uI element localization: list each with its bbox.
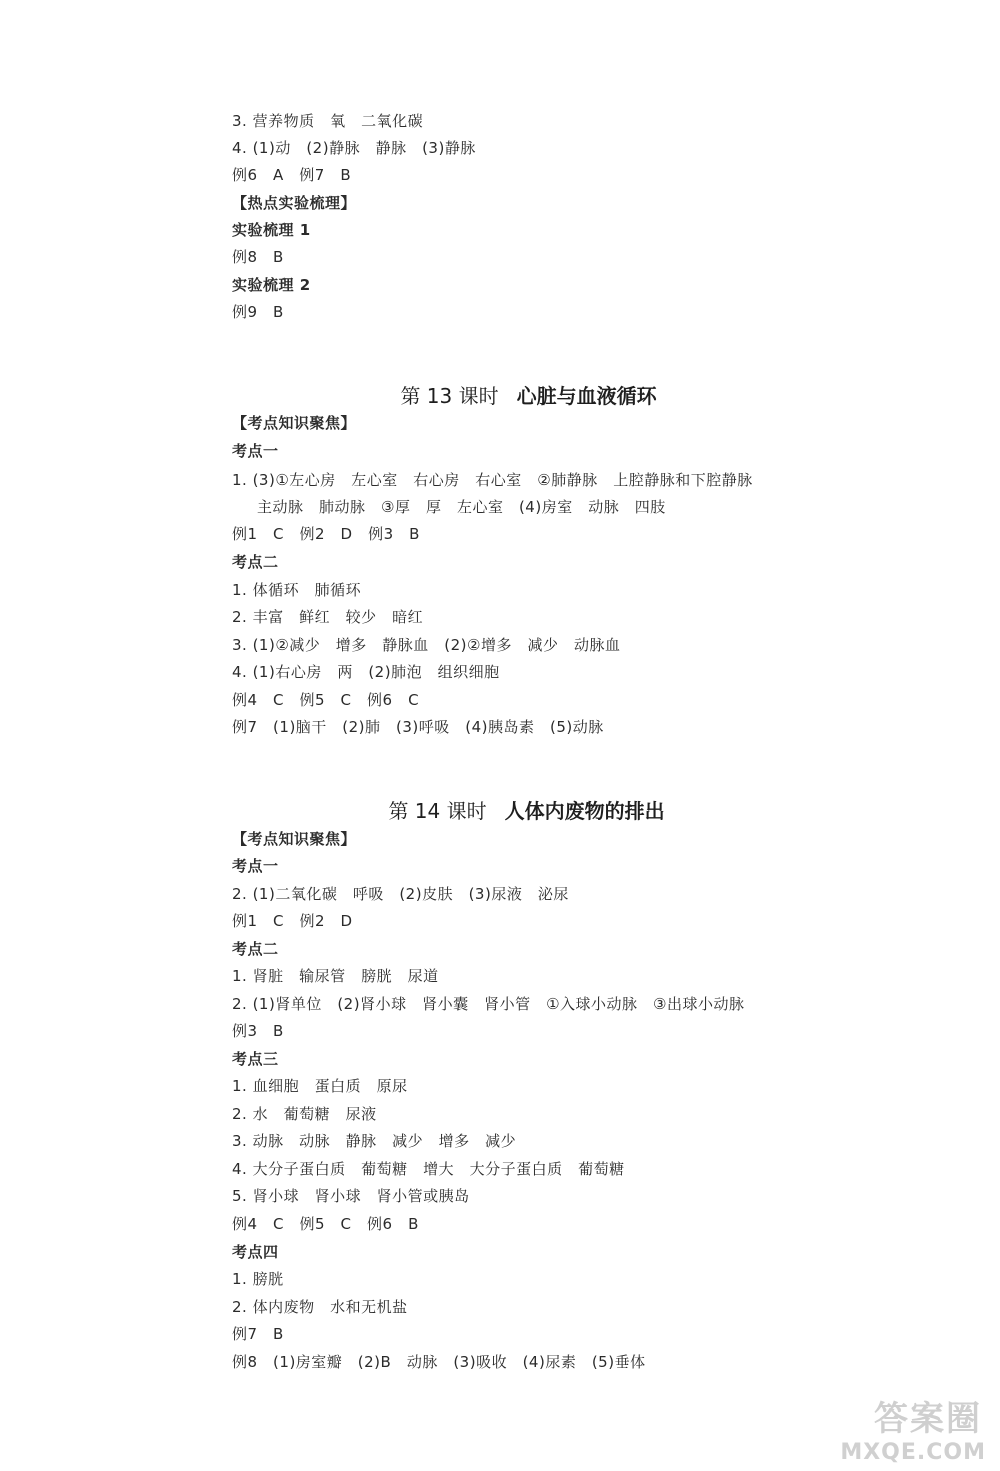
answer-line: 3. (1)②减少 增多 静脉血 (2)②增多 减少 动脉血 (232, 636, 621, 654)
lesson-number: 第 13 课时 (400, 384, 499, 408)
answer-line: 4. (1)动 (2)静脉 静脉 (3)静脉 (232, 139, 476, 157)
topic-label: 考点四 (232, 1243, 279, 1261)
answer-line: 1. 血细胞 蛋白质 原尿 (232, 1077, 408, 1095)
topic-label: 考点三 (232, 1050, 279, 1068)
example-answer-line: 例8 B (232, 248, 284, 266)
experiment-label: 实验梳理 1 (232, 221, 311, 239)
experiment-label: 实验梳理 2 (232, 276, 311, 294)
lesson-13-heading (375, 357, 657, 435)
answer-line: 2. 水 葡萄糖 尿液 (232, 1105, 377, 1123)
watermark (800, 1391, 990, 1465)
example-answer-line: 例1 C 例2 D (232, 912, 353, 930)
section-label: 【考点知识聚焦】 (232, 414, 357, 432)
answer-line: 2. (1)二氧化碳 呼吸 (2)皮肤 (3)尿液 泌尿 (232, 885, 569, 903)
example-answer-line: 例4 C 例5 C 例6 B (232, 1215, 419, 1233)
answer-line: 3. 营养物质 氧 二氧化碳 (232, 112, 424, 130)
lesson-number: 第 14 课时 (388, 799, 487, 823)
topic-label: 考点一 (232, 442, 279, 460)
section-label: 【热点实验梳理】 (232, 194, 357, 212)
lesson-title: 人体内废物的排出 (504, 799, 665, 823)
example-answer-line: 例3 B (232, 1022, 284, 1040)
lesson-title: 心脏与血液循环 (516, 384, 657, 408)
lesson-14-heading (363, 772, 665, 850)
topic-label: 考点二 (232, 553, 279, 571)
watermark-logo: 答案圈 (874, 1399, 982, 1439)
answer-line: 1. 肾脏 输尿管 膀胱 尿道 (232, 967, 439, 985)
example-answer-line: 例6 A 例7 B (232, 166, 352, 184)
answer-line: 3. 动脉 动脉 静脉 减少 增多 减少 (232, 1132, 517, 1150)
topic-label: 考点一 (232, 857, 279, 875)
answer-line: 4. 大分子蛋白质 葡萄糖 增大 大分子蛋白质 葡萄糖 (232, 1160, 625, 1178)
answer-line: 主动脉 肺动脉 ③厚 厚 左心室 (4)房室 动脉 四肢 (257, 498, 666, 516)
answer-line: 5. 肾小球 肾小球 肾小管或胰岛 (232, 1187, 470, 1205)
answer-line: 2. 丰富 鲜红 较少 暗红 (232, 608, 424, 626)
example-answer-line: 例1 C 例2 D 例3 B (232, 525, 420, 543)
example-answer-line: 例7 B (232, 1325, 284, 1343)
section-label: 【考点知识聚焦】 (232, 830, 357, 848)
example-answer-line: 例8 (1)房室瓣 (2)B 动脉 (3)吸收 (4)尿素 (5)垂体 (232, 1353, 646, 1371)
answer-line: 4. (1)右心房 两 (2)肺泡 组织细胞 (232, 663, 500, 681)
topic-label: 考点二 (232, 940, 279, 958)
example-answer-line: 例4 C 例5 C 例6 C (232, 691, 420, 709)
answer-line: 1. (3)①左心房 左心室 右心房 右心室 ②肺静脉 上腔静脉和下腔静脉 (232, 471, 753, 489)
answer-line: 2. 体内废物 水和无机盐 (232, 1298, 408, 1316)
example-answer-line: 例7 (1)脑干 (2)肺 (3)呼吸 (4)胰岛素 (5)动脉 (232, 718, 604, 736)
answer-line: 1. 体循环 肺循环 (232, 581, 362, 599)
answer-line: 1. 膀胱 (232, 1270, 284, 1288)
example-answer-line: 例9 B (232, 303, 284, 321)
watermark-url: MXQE.COM (840, 1440, 986, 1465)
answer-line: 2. (1)肾单位 (2)肾小球 肾小囊 肾小管 ①入球小动脉 ③出球小动脉 (232, 995, 745, 1013)
